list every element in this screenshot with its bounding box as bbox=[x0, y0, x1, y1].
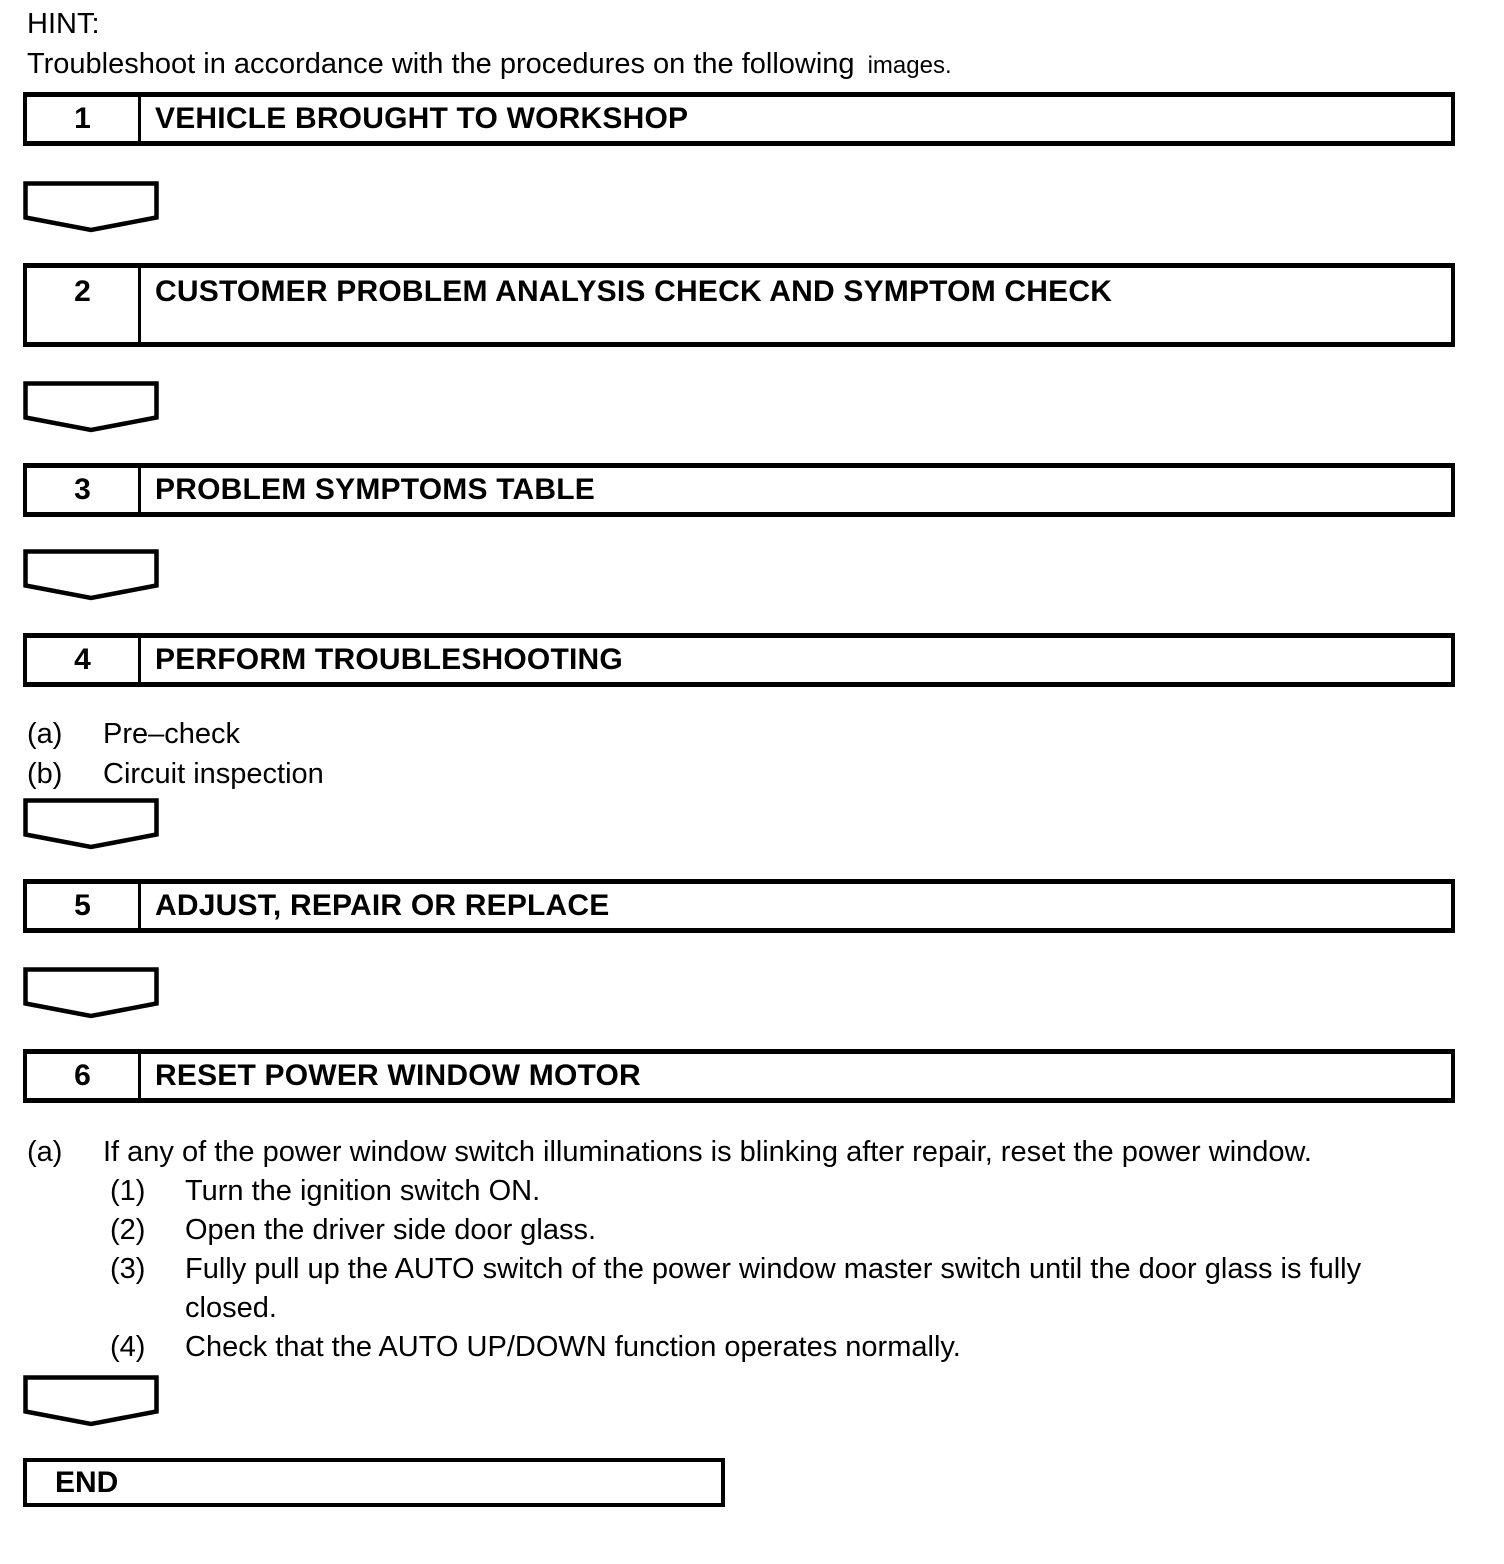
note-text: Circuit inspection bbox=[103, 758, 324, 790]
note-marker: (a) bbox=[27, 718, 63, 750]
step-box-6 bbox=[23, 1049, 1455, 1103]
end-label: END bbox=[55, 1465, 119, 1499]
note-marker: (b) bbox=[27, 758, 63, 790]
step-number-2: 2 bbox=[27, 268, 141, 342]
step-box-2 bbox=[23, 263, 1455, 347]
step6-substep-3 bbox=[110, 1250, 1504, 1328]
substep-marker: (4) bbox=[110, 1331, 146, 1363]
substep-marker: (1) bbox=[110, 1175, 146, 1207]
step6-substep-4 bbox=[110, 1328, 1504, 1367]
step-number-3: 3 bbox=[27, 468, 141, 512]
step-box-1 bbox=[23, 92, 1455, 146]
flow-arrow-down-icon bbox=[23, 181, 159, 233]
flow-arrow-down-icon bbox=[23, 798, 159, 850]
step-number-1: 1 bbox=[27, 97, 141, 141]
hint-text-small: images. bbox=[867, 52, 952, 79]
step6-note-a bbox=[27, 1133, 1504, 1172]
hint-text-line bbox=[27, 48, 1504, 82]
step6-notes bbox=[0, 1133, 1504, 1367]
end-box bbox=[23, 1458, 725, 1507]
hint-label: HINT: bbox=[27, 8, 100, 40]
hint-text: Troubleshoot in accordance with the procedures on the following bbox=[27, 48, 863, 80]
note-marker: (a) bbox=[27, 1136, 63, 1168]
step-number-4: 4 bbox=[27, 638, 141, 682]
step4-note-b bbox=[27, 754, 1504, 794]
step-title-2: CUSTOMER PROBLEM ANALYSIS CHECK AND SYMPTOM CHECK bbox=[155, 275, 1113, 308]
troubleshooting-flowchart-page bbox=[0, 8, 1504, 1564]
flow-arrow-down-icon bbox=[23, 549, 159, 601]
substep-marker: (2) bbox=[110, 1214, 146, 1246]
step4-note-a bbox=[27, 714, 1504, 754]
substep-text: Check that the AUTO UP/DOWN function operates normally. bbox=[185, 1331, 961, 1363]
step-title-5: ADJUST, REPAIR OR REPLACE bbox=[155, 889, 610, 922]
substep-text: Turn the ignition switch ON. bbox=[185, 1175, 541, 1207]
note-text: If any of the power window switch illuminations is blinking after repair, reset the power window. bbox=[103, 1136, 1312, 1168]
step-number-5: 5 bbox=[27, 884, 141, 928]
flow-arrow-down-icon bbox=[23, 381, 159, 433]
step-title-6: RESET POWER WINDOW MOTOR bbox=[155, 1059, 641, 1092]
step-title-1: VEHICLE BROUGHT TO WORKSHOP bbox=[155, 102, 689, 135]
flow-arrow-down-icon bbox=[23, 1375, 159, 1427]
step-box-5 bbox=[23, 879, 1455, 933]
substep-text: Fully pull up the AUTO switch of the power window master switch until the door glass is fully closed. bbox=[185, 1253, 1362, 1324]
step6-substep-1 bbox=[110, 1172, 1504, 1211]
step6-substep-2 bbox=[110, 1211, 1504, 1250]
step-box-4 bbox=[23, 633, 1455, 687]
step-title-3: PROBLEM SYMPTOMS TABLE bbox=[155, 473, 595, 506]
step-title-4: PERFORM TROUBLESHOOTING bbox=[155, 643, 623, 676]
substep-marker: (3) bbox=[110, 1253, 146, 1285]
step-box-3 bbox=[23, 463, 1455, 517]
note-text: Pre–check bbox=[103, 718, 241, 750]
flow-arrow-down-icon bbox=[23, 967, 159, 1019]
substep-text: Open the driver side door glass. bbox=[185, 1214, 597, 1246]
step-number-6: 6 bbox=[27, 1054, 141, 1098]
